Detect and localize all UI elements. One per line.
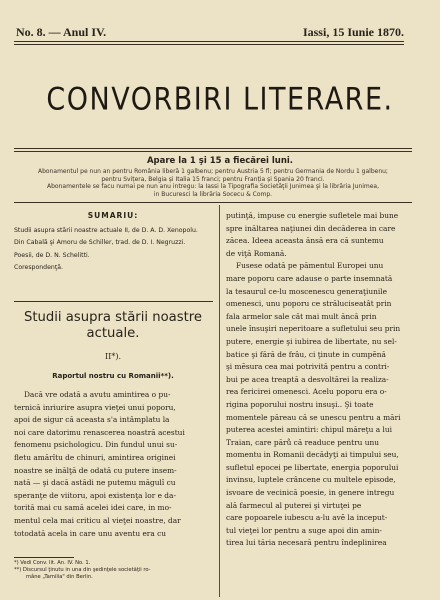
article-number: II*). [105, 352, 121, 361]
masthead [16, 25, 404, 40]
text-line: momentu in Romanii decădyţi ai timpului seu, [226, 450, 399, 460]
table-of-contents [14, 211, 212, 276]
text-line: torită mai cu samă acelei idei care, in mo- [14, 503, 172, 513]
text-line: unele însuşiri neperitoare a sufletului seu prin [226, 324, 401, 334]
text-line: ală farmecul al puterei şi virtuţei pe [226, 500, 362, 510]
text-line: noi care datorimu renascerea noastră acestui [14, 427, 185, 437]
text-line: batice şi fără de frâu, ci ţinute in cumpĕnă [226, 349, 386, 359]
right-column-text [226, 210, 422, 550]
text-line: fenomenu psichologicu. Din fundul unui su- [14, 440, 178, 450]
subscription-line: Abonamentul pe nun an pentru România liberă 1 galbenu; pentru Austria 5 fl; pentru Germania de Nordu 1 galbenu; [38, 168, 388, 175]
toc-item: Corespondenţă. [14, 264, 64, 272]
text-line: Dacă vre odată a avutu amintirea o pu- [24, 390, 171, 399]
text-line: şi mĕsura cea mai potrivită pentru a contri- [226, 362, 390, 372]
column-divider [219, 205, 220, 597]
text-line: zăcea. Ideea aceasta ănsă era că suntemu [226, 236, 384, 246]
subscription-line: Abonamentele se facu numai pe nun anu intregu: la Iassi la Tipografia Societăţii Junimea şi la librăria Junimea, [47, 183, 379, 191]
text-line: invinsu, luptele crâncene cu multele episode, [226, 475, 396, 485]
text-line: isvoare de vecinică poesie, in genere intregu [226, 488, 395, 498]
footnote: mâne „Tamilia" din Berlin. [26, 574, 93, 580]
title-rule [14, 148, 412, 149]
subscription-info [16, 168, 410, 198]
text-line: bui pe acea treaptă a desvoltărei la realiza- [226, 374, 389, 384]
text-line: Fusese odată pe pămentul Europei unu [236, 261, 384, 271]
footnote: *) Vedi Conv. lit. An. IV. No. 1. [14, 560, 91, 566]
article-title-line: actuale. [86, 326, 140, 341]
text-line: Traian, care părů că readuce pentru unu [226, 437, 379, 447]
text-line: rigina poporului nostru insuşi.. Şi toate [226, 399, 374, 409]
toc-item: Din Cabală şi Amoru de Schiller, trad. de D. I. Negruzzi. [14, 239, 186, 247]
text-line: omenesci, unu poporu ce străluciseatât prin [226, 299, 392, 309]
toc-item: Studii asupra stării noastre actuale II, de D. A. D. Xenopolu. [14, 227, 198, 234]
text-line: rea fericirei omenesci. Acelu poporu era o- [226, 387, 387, 397]
text-line: momentele păreau că se unescu pentru a mări [226, 412, 401, 422]
header-bottom-rule [14, 202, 412, 203]
left-column-text [14, 389, 213, 540]
text-line: ternică inriurire asupra vieţei unui poporu, [14, 402, 176, 412]
text-line: mare poporu care adause o parte insemnată [226, 273, 393, 283]
text-line: fala armelor sale cât mai mult ăncă prin [226, 311, 377, 321]
text-line: sufletul epocei pe libertate, energia poporului [226, 462, 399, 472]
publication-frequency: Apare la 1 şi 15 a fiecărei luni. [146, 156, 294, 166]
title-rule-thin [14, 151, 412, 152]
text-line: fletu amărîtu de chinuri, amintirea originei [14, 452, 176, 462]
place-date: Iassi, 15 Iunie 1870. [302, 25, 404, 39]
text-line: mentul cela mai criticu al vieţei noastre, dar [14, 515, 181, 525]
text-line: apoi de sigur că aceasta s'a intâmplatu la [14, 415, 170, 425]
journal-title: CONVORBIRI LITERARE. [46, 82, 394, 118]
article-title-line: Studii asupra stării noastre [23, 310, 203, 325]
text-line: tul vieţei lor pentru a suge apoi din amin- [226, 525, 382, 535]
text-line: putere, energie şi iubirea de libertate, nu sel- [226, 336, 397, 346]
subscription-line: in Bucuresci la librăria Socecu & Comp. [153, 190, 273, 198]
masthead-rule-thin [14, 44, 404, 45]
toc-heading: SUMARIU: [87, 211, 139, 220]
article-title [14, 310, 212, 342]
text-line: speranţe de viitoru, apoi existenţa lor e da- [14, 490, 176, 500]
footnote: **) Discursul ţinutu in una din şedinţele societăţii ro- [14, 567, 151, 573]
text-line: de viţă Romană. [226, 248, 287, 258]
text-line: la tesaurul ce-lu moscenescu generaţiunile [226, 286, 387, 296]
text-line: putinţă, impuse cu energie sufletele mai bune [226, 211, 399, 220]
issue-number: No. 8. — Anul IV. [16, 25, 107, 39]
text-line: tirea lui tăria necesară pentru îndeplinirea [226, 538, 387, 548]
toc-bottom-rule [14, 301, 213, 302]
text-line: care popoarele iubescu a-lu avĕ la inceput- [226, 513, 388, 523]
text-line: puterea acestei amintiri: chipul măreţu a lui [226, 425, 392, 435]
text-line: spre inăltarea naţiunei din decăderea in care [226, 223, 396, 233]
toc-item: Poesii, de D. N. Schelitti. [14, 251, 90, 259]
article-section-heading: Raportul nostru cu Romanii**). [52, 372, 174, 380]
subscription-line: pentru Svițera, Belgia și Italia 15 franci; pentru Franția și Spania 20 franci. [101, 175, 325, 183]
text-line: noastre se inălţă de odată cu putere insem- [14, 465, 177, 475]
footnote-rule [14, 557, 74, 558]
footnotes [14, 560, 213, 581]
text-line: nată — şi dacă astădi ne putemu măgulî cu [14, 478, 176, 488]
text-line: totodată acela in care unu aventu era cu [14, 528, 166, 538]
masthead-rule [14, 41, 404, 42]
